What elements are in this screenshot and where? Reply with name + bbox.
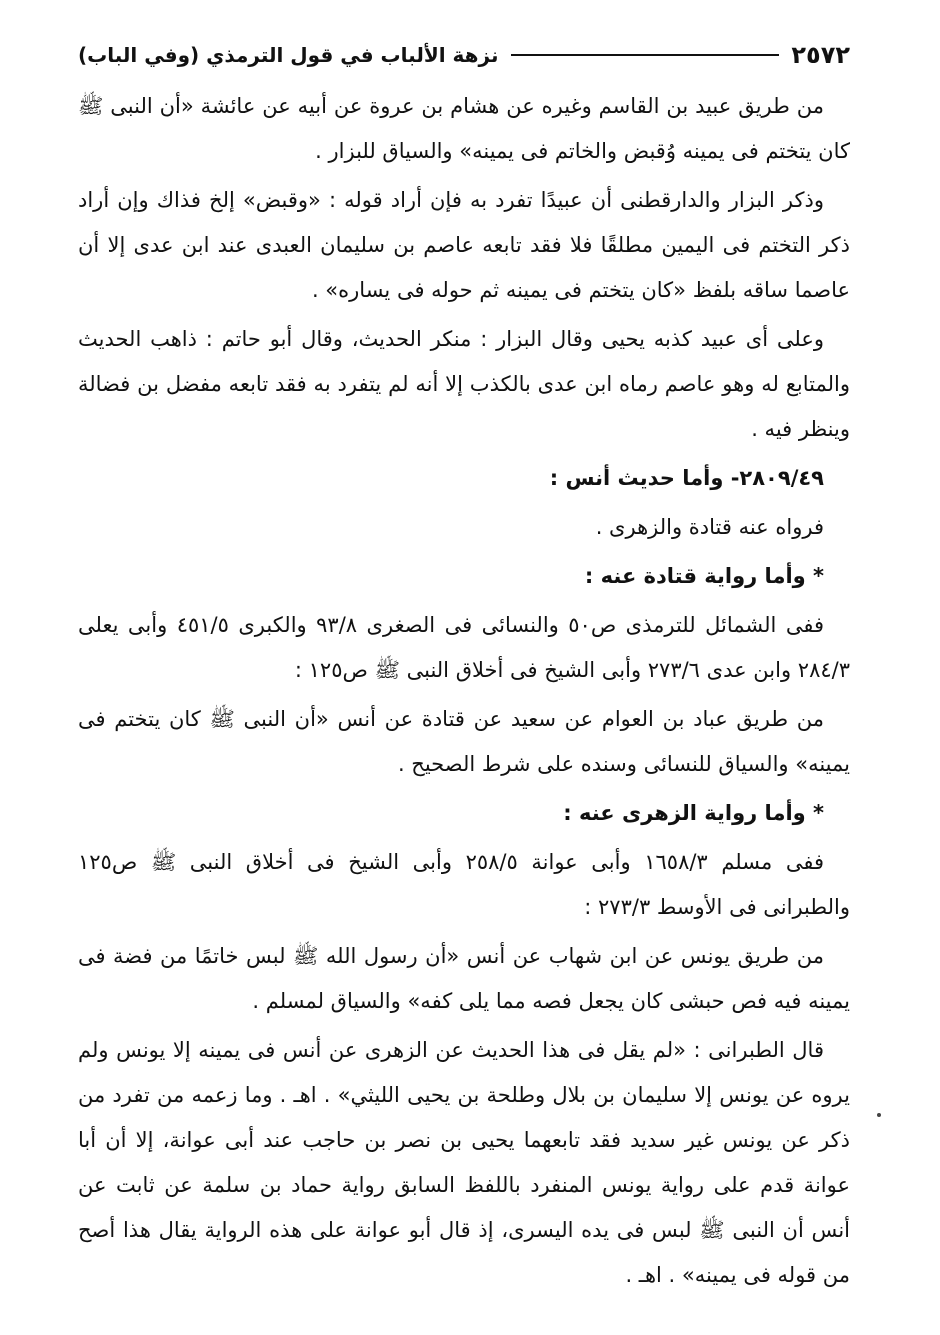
paragraph-bazzar-note: وذكر البزار والدارقطنى أن عبيدًا تفرد به فإن أراد قوله : «وقبض» إلخ فذاك وإن أراد ذكر التختم فى اليمين مطلقًا فلا فقد تابعه عاصم بن سليمان العبدى عند ابن عدى إلا أن عاصما ساقه بلفظ «كان يتختم فى يمينه ثم حوله فى يساره» . xyxy=(78,188,850,302)
subheading-qatada: * وأما رواية قتادة عنه : xyxy=(584,564,824,588)
paragraph-hadith-aisha-text: من طريق عبيد بن القاسم وغيره عن هشام بن عروة عن أبيه عن عائشة «أن النبى ﷺ كان يتختم فى يمينه وُقبض والخاتم فى يمينه» والسياق للبزار . xyxy=(78,94,850,163)
page-number: ٢٥٧٢ xyxy=(791,41,850,69)
paragraph-ubayd-critique: وعلى أى عبيد كذبه يحيى وقال البزار : منكر الحديث، وقال أبو حاتم : ذاهب الحديث والمتابع له وهو عاصم رماه ابن عدى بالكذب إلا أنه لم يتفرد به فقد تابعه مفضل بن فضالة وينظر فيه . xyxy=(78,327,850,441)
paragraph-narrators: فرواه عنه قتادة والزهرى . xyxy=(595,515,824,539)
header-rule xyxy=(511,54,780,56)
paragraph-tabarani-comment: قال الطبرانى : «لم يقل فى هذا الحديث عن الزهرى عن أنس فى يمينه إلا يونس ولم يروه عن يونس إلا سليمان بن بلال وطلحة بن يحيى الليثي» . اهـ . وما زعمه من تفرد من ذكر عن يونس غير سديد فقد تابعهما يحيى بن نصر بن حاجب عند أبى عوانة، إلا أن أبا عوانة قدم على رواية يونس المنفرد باللفظ السابق رواية حماد بن سلمة عن ثابت عن أنس أن النبى ﷺ لبس فى يده اليسرى، إذ قال أبو عوانة على هذه الرواية يقال هذا أصح من قوله فى يمينه» . اهـ . xyxy=(78,1038,850,1287)
page-header xyxy=(78,38,850,72)
page-body xyxy=(78,84,850,1302)
section-heading-anas: ٢٨٠٩/٤٩- وأما حديث أنس : xyxy=(549,466,824,490)
paragraph-qatada-text: من طريق عباد بن العوام عن سعيد عن قتادة عن أنس «أن النبى ﷺ كان يتختم فى يمينه» والسياق للنسائى وسنده على شرط الصحيح . xyxy=(78,707,850,776)
running-title: نزهة الألباب في قول الترمذي (وفي الباب) xyxy=(78,43,499,67)
scan-speck xyxy=(877,1113,881,1117)
paragraph-qatada-sources: ففى الشمائل للترمذى ص٥٠ والنسائى فى الصغرى ٩٣/٨ والكبرى ٤٥١/٥ وأبى يعلى ٢٨٤/٣ وابن عدى ٢٧٣/٦ وأبى الشيخ فى أخلاق النبى ﷺ ص١٢٥ : xyxy=(78,613,850,682)
paragraph-zuhri-text: من طريق يونس عن ابن شهاب عن أنس «أن رسول الله ﷺ لبس خاتمًا من فضة فى يمينه فيه فص حبشى كان يجعل فصه مما يلى كفه» والسياق لمسلم . xyxy=(78,944,850,1013)
subheading-zuhri: * وأما رواية الزهرى عنه : xyxy=(563,801,824,825)
paragraph-zuhri-sources: ففى مسلم ١٦٥٨/٣ وأبى عوانة ٢٥٨/٥ وأبى الشيخ فى أخلاق النبى ﷺ ص١٢٥ والطبرانى فى الأوسط ٢٧٣/٣ : xyxy=(78,850,850,919)
